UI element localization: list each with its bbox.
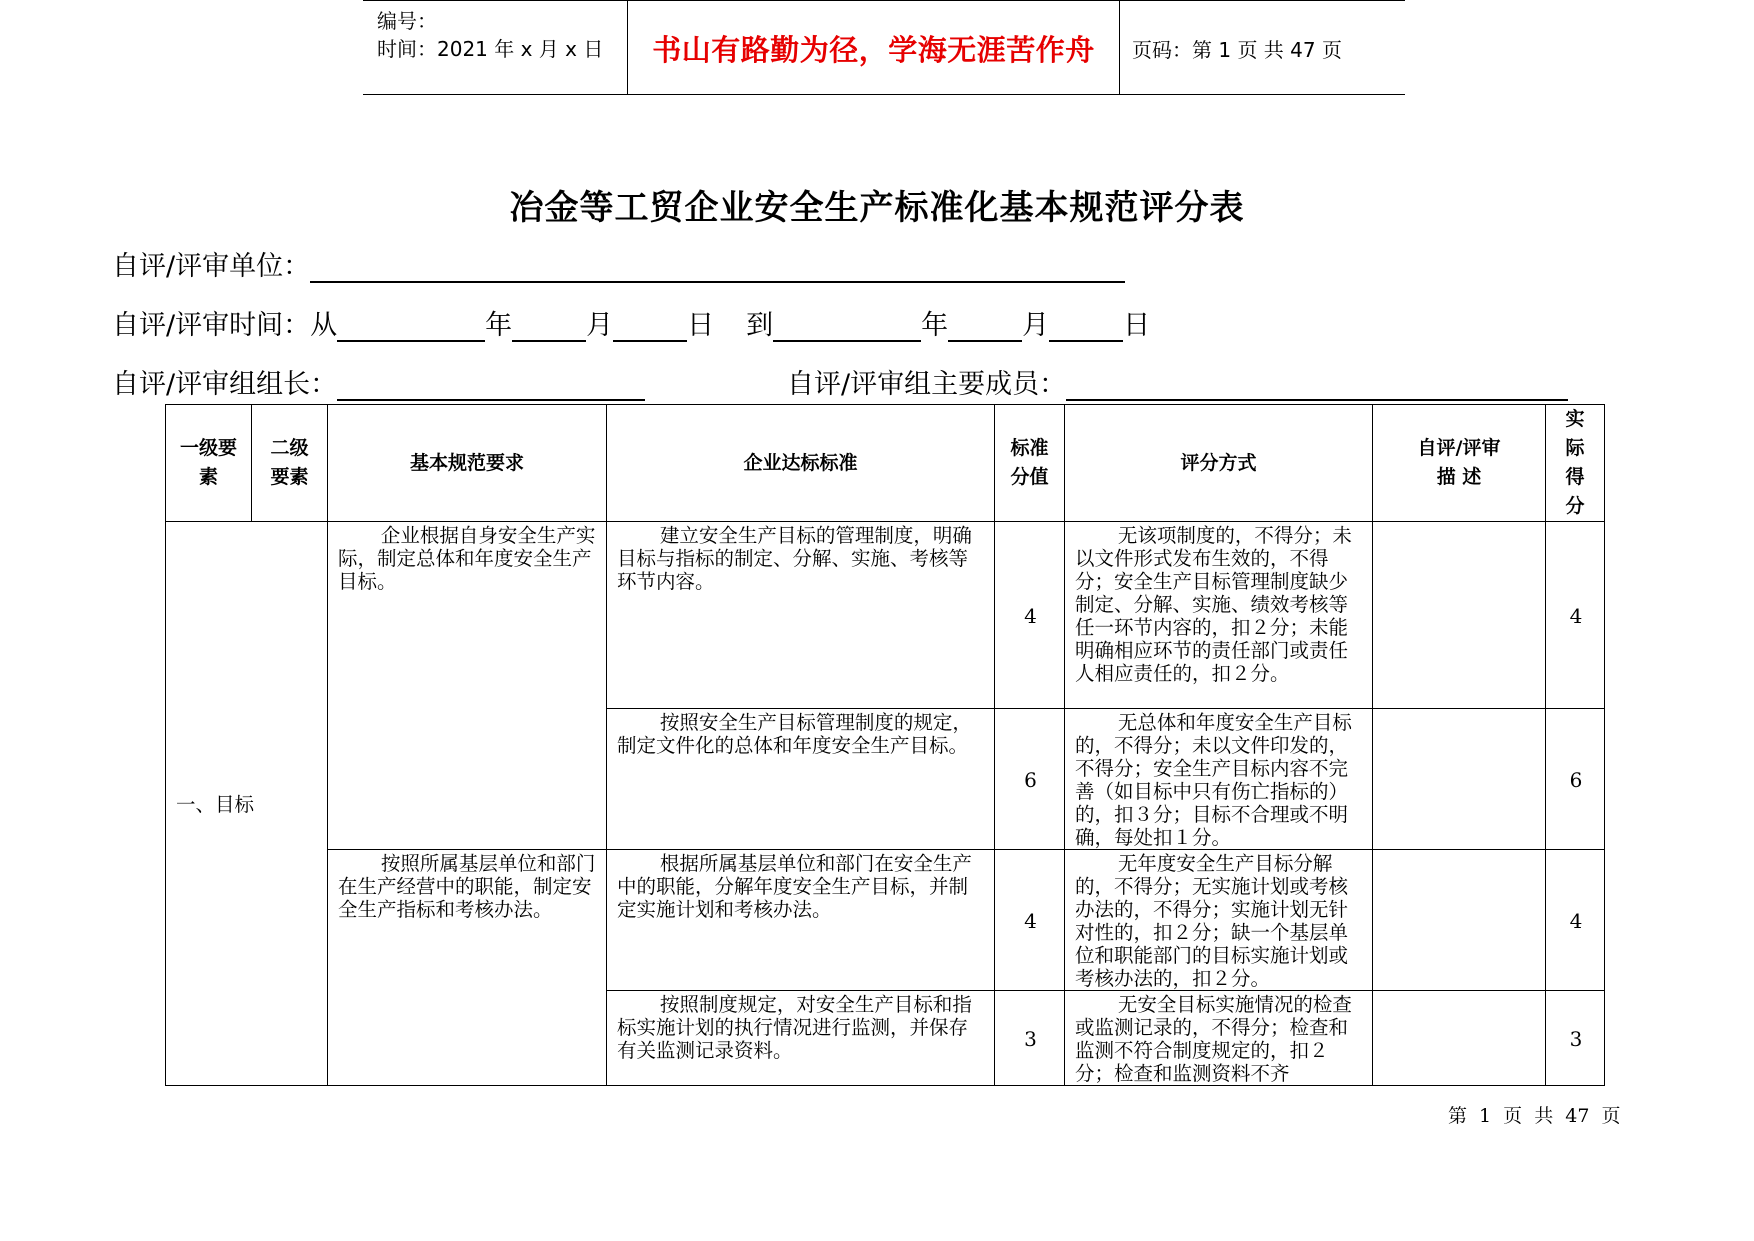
header-motto: 书山有路勤为径，学海无涯苦作舟: [628, 1, 1120, 95]
header-page-code: 页码：第 1 页 共 47 页: [1132, 37, 1342, 62]
header-actual-score: 实际得分: [1546, 405, 1605, 522]
evaluation-unit-blank[interactable]: [310, 255, 1125, 283]
evaluation-unit-line: [112, 244, 1125, 283]
requirement-cell: 企业根据自身安全生产实际，制定总体和年度安全生产目标。: [328, 522, 607, 850]
to-month-label: 月: [1022, 310, 1050, 341]
from-day-blank[interactable]: [613, 314, 687, 342]
from-month-blank[interactable]: [512, 314, 586, 342]
header-level1: 一级要素: [166, 405, 252, 522]
to-label: 到: [746, 310, 774, 341]
group-members-blank[interactable]: [1066, 373, 1568, 401]
group-leader-blank[interactable]: [337, 373, 645, 401]
table-header-row: [166, 405, 1605, 522]
score-cell: 4: [995, 850, 1065, 991]
actual-score-cell[interactable]: 4: [1546, 522, 1605, 709]
level1-cell: 一、目标: [166, 522, 328, 1086]
from-year-label: 年: [485, 310, 513, 341]
from-month-label: 月: [586, 310, 614, 341]
method-cell: 无安全目标实施情况的检查或监测记录的，不得分；检查和监测不符合制度规定的，扣２分；检查和监测资料不齐: [1065, 991, 1373, 1086]
score-table: [165, 404, 1605, 1086]
method-cell: 无该项制度的，不得分；未以文件形式发布生效的，不得分；安全生产目标管理制度缺少制定、分解、实施、绩效考核等任一环节内容的，扣２分；未能明确相应环节的责任部门或责任人相应责任的，扣２分。: [1065, 522, 1373, 709]
page-footer: 第 1 页 共 47 页: [1448, 1105, 1621, 1127]
group-members-label: 自评/评审组主要成员：: [787, 369, 1067, 400]
to-year-blank[interactable]: [773, 314, 921, 342]
from-day-label: 日: [687, 310, 715, 341]
group-leader-line: [112, 362, 645, 401]
description-cell[interactable]: [1373, 850, 1546, 991]
actual-score-cell[interactable]: 6: [1546, 709, 1605, 850]
description-cell[interactable]: [1373, 709, 1546, 850]
table-row: [166, 522, 1605, 709]
actual-score-cell[interactable]: 4: [1546, 850, 1605, 991]
header-description: 自评/评审描 述: [1373, 405, 1546, 522]
page-header: [363, 0, 1405, 95]
document-number-label: 编号：: [377, 9, 437, 33]
header-score: 标准分值: [995, 405, 1065, 522]
group-leader-label: 自评/评审组组长：: [112, 369, 338, 400]
from-year-blank[interactable]: [337, 314, 485, 342]
to-month-blank[interactable]: [948, 314, 1022, 342]
score-cell: 3: [995, 991, 1065, 1086]
evaluation-time-label: 自评/评审时间：从: [112, 310, 338, 341]
description-cell[interactable]: [1373, 522, 1546, 709]
header-standard: 企业达标标准: [607, 405, 995, 522]
group-members-line: [787, 362, 1568, 401]
standard-cell: 按照安全生产目标管理制度的规定，制定文件化的总体和年度安全生产目标。: [607, 709, 995, 850]
method-cell: 无年度安全生产目标分解的，不得分；无实施计划或考核办法的，不得分；实施计划无针对性的，扣２分；缺一个基层单位和职能部门的目标实施计划或考核办法的，扣２分。: [1065, 850, 1373, 991]
to-day-blank[interactable]: [1049, 314, 1123, 342]
requirement-cell: 按照所属基层单位和部门在生产经营中的职能，制定安全生产指标和考核办法。: [328, 850, 607, 1086]
header-requirement: 基本规范要求: [328, 405, 607, 522]
header-meta: [363, 1, 628, 95]
actual-score-cell[interactable]: 3: [1546, 991, 1605, 1086]
header-level2: 二级要素: [252, 405, 328, 522]
score-cell: 4: [995, 522, 1065, 709]
document-title: 冶金等工贸企业安全生产标准化基本规范评分表: [509, 188, 1245, 228]
header-method: 评分方式: [1065, 405, 1373, 522]
to-day-label: 日: [1123, 310, 1151, 341]
score-cell: 6: [995, 709, 1065, 850]
standard-cell: 按照制度规定，对安全生产目标和指标实施计划的执行情况进行监测，并保存有关监测记录资料。: [607, 991, 995, 1086]
document-time-label: 时间：2021 年 x 月 x 日: [377, 37, 604, 61]
standard-cell: 根据所属基层单位和部门在安全生产中的职能，分解年度安全生产目标，并制定实施计划和考核办法。: [607, 850, 995, 991]
to-year-label: 年: [921, 310, 949, 341]
description-cell[interactable]: [1373, 991, 1546, 1086]
method-cell: 无总体和年度安全生产目标的，不得分；未以文件印发的，不得分；安全生产目标内容不完善（如目标中只有伤亡指标的）的，扣３分；目标不合理或不明确，每处扣１分。: [1065, 709, 1373, 850]
evaluation-time-line: [112, 303, 1150, 342]
evaluation-unit-label: 自评/评审单位：: [112, 251, 311, 282]
table-row: [166, 850, 1605, 991]
standard-cell: 建立安全生产目标的管理制度，明确目标与指标的制定、分解、实施、考核等环节内容。: [607, 522, 995, 709]
